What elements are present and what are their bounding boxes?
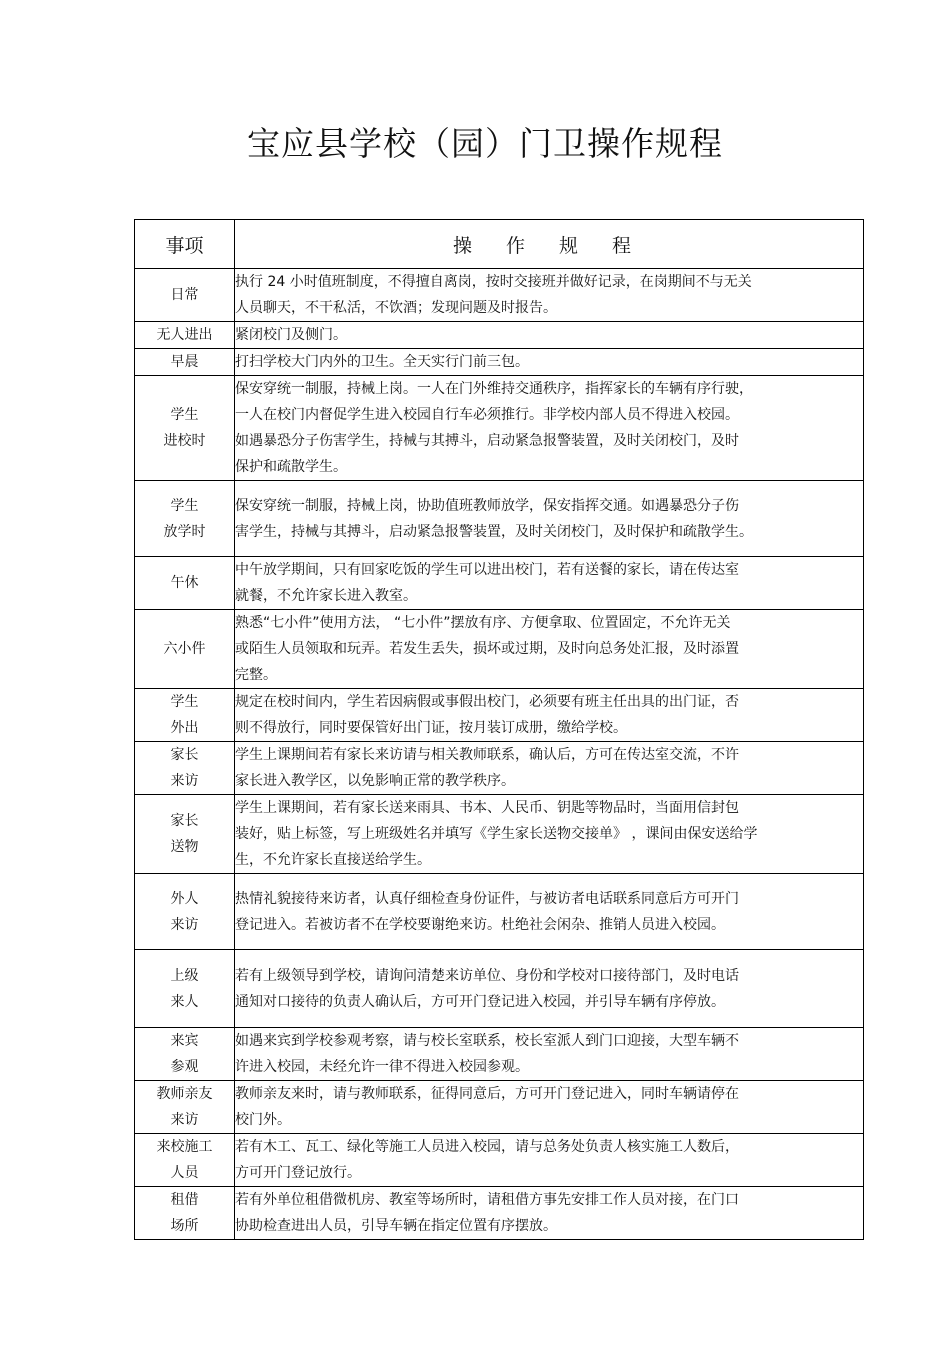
row-item-label: 日常 [170, 287, 199, 303]
rule-line: 若有上级领导到学校，请询问清楚来访单位、身份和学校对口接待部门，及时电话 [235, 967, 739, 984]
rule-line: 中午放学期间，只有回家吃饭的学生可以进出校门，若有送餐的家长，请在传达室 [235, 562, 739, 578]
row-item-cell [135, 481, 235, 557]
rules-table [134, 219, 864, 1240]
table-row [135, 1187, 864, 1240]
row-item-cell [135, 874, 235, 950]
rule-line: 保护和疏散学生。 [235, 459, 347, 475]
rule-line: 紧闭校门及侧门。 [235, 327, 347, 343]
table-row [135, 269, 864, 322]
rule-line: 规定在校时间内，学生若因病假或事假出校门，必须要有班主任出具的出门证，否 [235, 694, 739, 710]
rule-line: 生，不允许家长直接送给学生。 [235, 852, 431, 868]
rule-line: 装好，贴上标签，写上班级姓名并填写《学生家长送物交接单》 ，课间由保安送给学 [235, 826, 758, 842]
table-row [135, 481, 864, 557]
row-rule-cell [235, 557, 864, 610]
table-row [135, 376, 864, 481]
table-row [135, 1028, 864, 1081]
rule-line: 学生上课期间，若有家长送来雨具、书本、人民币、钥匙等物品时，当面用信封包 [235, 800, 739, 816]
row-rule-cell [235, 795, 864, 874]
rule-line: 协助检查进出人员，引导车辆在指定位置有序摆放。 [235, 1218, 557, 1234]
rule-line: 就餐，不允许家长进入教室。 [235, 588, 417, 604]
rule-line: 熟悉“七小件”使用方法， “七小件”摆放有序、方便拿取、位置固定，不允许无关 [235, 615, 731, 631]
rule-line: 一人在校门内督促学生进入校园自行车必须推行。非学校内部人员不得进入校园。 [235, 407, 739, 423]
rule-line: 执行 24 小时值班制度，不得擅自离岗，按时交接班并做好记录，在岗期间不与无关 [235, 274, 752, 290]
row-rule-cell [235, 689, 864, 742]
rule-line: 许进入校园，未经允许一律不得进入校园参观。 [235, 1059, 529, 1075]
row-item-cell [135, 269, 235, 322]
row-item-cell [135, 1081, 235, 1134]
row-item-label: 来宾 [170, 1033, 199, 1049]
rule-line: 保安穿统一制服，持械上岗。一人在门外维持交通秩序，指挥家长的车辆有序行驶， [235, 381, 753, 397]
row-item-label: 来访 [170, 1112, 199, 1128]
rule-line: 完整。 [235, 667, 277, 683]
row-rule-cell [235, 376, 864, 481]
row-item-cell [135, 689, 235, 742]
row-item-label: 早晨 [170, 354, 199, 370]
row-item-label: 学生 [170, 407, 199, 423]
row-item-label: 外出 [170, 720, 199, 736]
row-rule-cell [235, 950, 864, 1028]
row-item-label: 外人 [170, 890, 199, 907]
rule-line: 教师亲友来时，请与教师联系，征得同意后，方可开门登记进入，同时车辆请停在 [235, 1086, 739, 1102]
row-item-cell [135, 322, 235, 349]
row-rule-cell [235, 349, 864, 376]
rule-line: 若有外单位租借微机房、教室等场所时，请租借方事先安排工作人员对接，在门口 [235, 1192, 739, 1208]
row-item-label: 送物 [170, 839, 199, 855]
table-row [135, 950, 864, 1028]
row-item-label: 教师亲友 [156, 1086, 213, 1102]
row-item-label: 无人进出 [156, 327, 213, 343]
rule-line: 通知对口接待的负责人确认后，方可开门登记进入校园，并引导车辆有序停放。 [235, 993, 725, 1010]
row-item-label: 来访 [170, 916, 199, 933]
row-item-label: 租借 [170, 1192, 199, 1208]
row-item-label: 来人 [170, 993, 199, 1010]
table-row [135, 557, 864, 610]
row-rule-cell [235, 1187, 864, 1240]
row-item-label: 午休 [170, 575, 199, 591]
rule-line: 人员聊天，不干私活，不饮酒；发现问题及时报告。 [235, 300, 557, 316]
row-item-label: 参观 [170, 1059, 199, 1075]
row-item-cell [135, 557, 235, 610]
rule-line: 热情礼貌接待来访者，认真仔细检查身份证件，与被访者电话联系同意后方可开门 [235, 890, 739, 907]
row-rule-cell [235, 269, 864, 322]
rule-line: 登记进入。若被访者不在学校要谢绝来访。杜绝社会闲杂、推销人员进入校园。 [235, 916, 725, 933]
row-item-label: 人员 [170, 1165, 199, 1181]
row-item-label: 来访 [170, 773, 199, 789]
row-item-label: 场所 [170, 1218, 199, 1234]
row-rule-cell [235, 1028, 864, 1081]
rule-line: 如遇来宾到学校参观考察，请与校长室联系，校长室派人到门口迎接，大型车辆不 [235, 1033, 739, 1049]
row-rule-cell [235, 1134, 864, 1187]
row-item-cell [135, 610, 235, 689]
row-item-cell [135, 795, 235, 874]
row-item-cell [135, 376, 235, 481]
header-item: 事项 [135, 220, 235, 269]
row-item-cell [135, 349, 235, 376]
table-row [135, 689, 864, 742]
row-item-label: 家长 [170, 813, 199, 829]
row-item-label: 六小件 [163, 641, 206, 657]
rule-line: 则不得放行，同时要保管好出门证，按月装订成册，缴给学校。 [235, 720, 627, 736]
row-item-label: 来校施工 [156, 1139, 213, 1155]
document-title: 宝应县学校（园）门卫操作规程 [247, 124, 723, 163]
row-rule-cell [235, 481, 864, 557]
table-row [135, 322, 864, 349]
row-item-label: 家长 [170, 747, 199, 763]
table-row [135, 795, 864, 874]
row-item-label: 上级 [170, 967, 199, 984]
row-item-label: 学生 [170, 694, 199, 710]
row-rule-cell [235, 874, 864, 950]
header-rules: 操 作 规 程 [235, 220, 864, 269]
row-item-cell [135, 1187, 235, 1240]
table-row [135, 1134, 864, 1187]
row-item-cell [135, 1134, 235, 1187]
row-item-label: 学生 [170, 497, 199, 514]
rule-line: 家长进入教学区，以免影响正常的教学秩序。 [235, 773, 515, 789]
rule-line: 害学生，持械与其搏斗，启动紧急报警装置，及时关闭校门，及时保护和疏散学生。 [235, 523, 753, 540]
row-item-cell [135, 742, 235, 795]
row-rule-cell [235, 1081, 864, 1134]
rule-line: 方可开门登记放行。 [235, 1165, 361, 1181]
row-item-cell [135, 1028, 235, 1081]
row-rule-cell [235, 742, 864, 795]
rule-line: 校门外。 [235, 1112, 291, 1128]
row-rule-cell [235, 322, 864, 349]
row-item-label: 进校时 [163, 433, 206, 449]
table-header-row [135, 220, 864, 269]
row-rule-cell [235, 610, 864, 689]
rule-line: 学生上课期间若有家长来访请与相关教师联系，确认后，方可在传达室交流，不许 [235, 747, 739, 763]
table-row [135, 349, 864, 376]
rule-line: 保安穿统一制服，持械上岗，协助值班教师放学，保安指挥交通。如遇暴恐分子伤 [235, 497, 739, 514]
table-row [135, 742, 864, 795]
rule-line: 若有木工、瓦工、绿化等施工人员进入校园，请与总务处负责人核实施工人数后， [235, 1139, 739, 1155]
rule-line: 打扫学校大门内外的卫生。全天实行门前三包。 [235, 354, 529, 370]
rule-line: 如遇暴恐分子伤害学生，持械与其搏斗，启动紧急报警装置，及时关闭校门，及时 [235, 433, 739, 449]
row-item-label: 放学时 [163, 523, 206, 540]
row-item-cell [135, 950, 235, 1028]
table-row [135, 610, 864, 689]
table-row [135, 874, 864, 950]
rule-line: 或陌生人员领取和玩弄。若发生丢失，损坏或过期，及时向总务处汇报，及时添置 [235, 641, 739, 657]
table-row [135, 1081, 864, 1134]
